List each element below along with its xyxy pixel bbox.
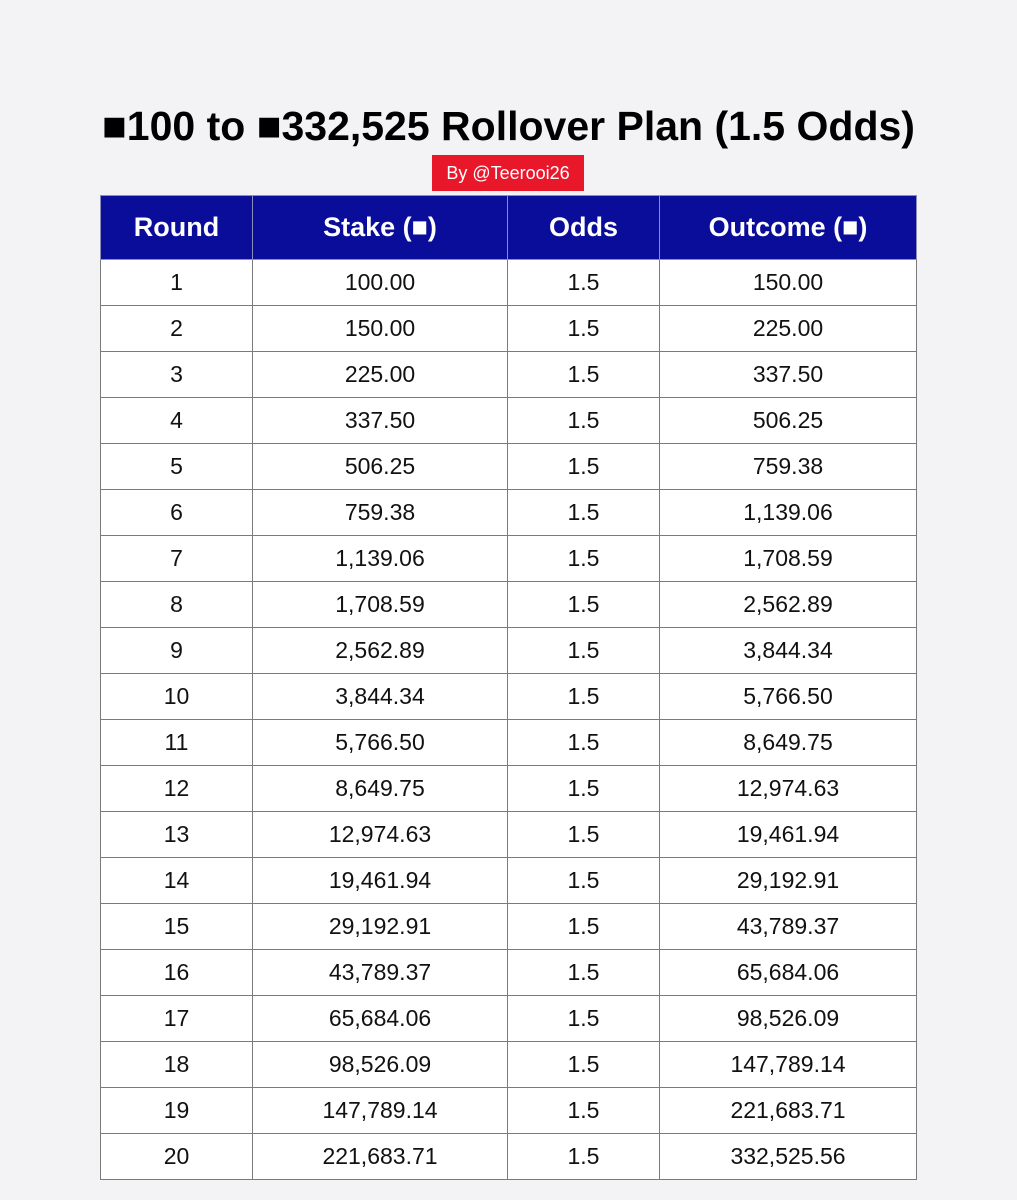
odds-cell: 1.5 xyxy=(508,490,660,536)
round-cell: 10 xyxy=(101,674,253,720)
stake-cell: 8,649.75 xyxy=(253,766,508,812)
table-row xyxy=(101,306,917,352)
outcome-cell: 1,708.59 xyxy=(660,536,917,582)
stake-cell: 225.00 xyxy=(253,352,508,398)
odds-cell: 1.5 xyxy=(508,582,660,628)
outcome-cell: 98,526.09 xyxy=(660,996,917,1042)
outcome-cell: 19,461.94 xyxy=(660,812,917,858)
stake-cell: 221,683.71 xyxy=(253,1134,508,1180)
stake-cell: 1,139.06 xyxy=(253,536,508,582)
outcome-cell: 12,974.63 xyxy=(660,766,917,812)
odds-cell: 1.5 xyxy=(508,444,660,490)
round-cell: 11 xyxy=(101,720,253,766)
header-stake: Stake (■) xyxy=(253,196,508,260)
round-cell: 7 xyxy=(101,536,253,582)
table-row xyxy=(101,260,917,306)
table-row xyxy=(101,1042,917,1088)
table-row xyxy=(101,352,917,398)
outcome-cell: 43,789.37 xyxy=(660,904,917,950)
table-row xyxy=(101,674,917,720)
odds-cell: 1.5 xyxy=(508,398,660,444)
table-header xyxy=(101,196,917,260)
round-cell: 5 xyxy=(101,444,253,490)
odds-cell: 1.5 xyxy=(508,1134,660,1180)
header-odds: Odds xyxy=(508,196,660,260)
odds-cell: 1.5 xyxy=(508,812,660,858)
header-round: Round xyxy=(101,196,253,260)
stake-cell: 98,526.09 xyxy=(253,1042,508,1088)
table-row xyxy=(101,490,917,536)
odds-cell: 1.5 xyxy=(508,904,660,950)
stake-cell: 147,789.14 xyxy=(253,1088,508,1134)
outcome-cell: 8,649.75 xyxy=(660,720,917,766)
round-cell: 3 xyxy=(101,352,253,398)
odds-cell: 1.5 xyxy=(508,1042,660,1088)
stake-cell: 1,708.59 xyxy=(253,582,508,628)
round-cell: 4 xyxy=(101,398,253,444)
header-row xyxy=(101,196,917,260)
outcome-cell: 5,766.50 xyxy=(660,674,917,720)
stake-cell: 2,562.89 xyxy=(253,628,508,674)
odds-cell: 1.5 xyxy=(508,766,660,812)
round-cell: 6 xyxy=(101,490,253,536)
odds-cell: 1.5 xyxy=(508,996,660,1042)
odds-cell: 1.5 xyxy=(508,536,660,582)
outcome-cell: 65,684.06 xyxy=(660,950,917,996)
stake-cell: 43,789.37 xyxy=(253,950,508,996)
table-row xyxy=(101,766,917,812)
outcome-cell: 759.38 xyxy=(660,444,917,490)
odds-cell: 1.5 xyxy=(508,720,660,766)
round-cell: 15 xyxy=(101,904,253,950)
stake-cell: 65,684.06 xyxy=(253,996,508,1042)
table-row xyxy=(101,1134,917,1180)
stake-cell: 29,192.91 xyxy=(253,904,508,950)
outcome-cell: 506.25 xyxy=(660,398,917,444)
round-cell: 13 xyxy=(101,812,253,858)
odds-cell: 1.5 xyxy=(508,950,660,996)
odds-cell: 1.5 xyxy=(508,352,660,398)
table-row xyxy=(101,398,917,444)
odds-cell: 1.5 xyxy=(508,674,660,720)
stake-cell: 150.00 xyxy=(253,306,508,352)
table-row xyxy=(101,858,917,904)
table-body xyxy=(101,260,917,1180)
round-cell: 20 xyxy=(101,1134,253,1180)
stake-cell: 12,974.63 xyxy=(253,812,508,858)
stake-cell: 100.00 xyxy=(253,260,508,306)
table-row xyxy=(101,720,917,766)
round-cell: 8 xyxy=(101,582,253,628)
table-row xyxy=(101,444,917,490)
round-cell: 9 xyxy=(101,628,253,674)
outcome-cell: 1,139.06 xyxy=(660,490,917,536)
outcome-cell: 147,789.14 xyxy=(660,1042,917,1088)
table-row xyxy=(101,536,917,582)
stake-cell: 19,461.94 xyxy=(253,858,508,904)
odds-cell: 1.5 xyxy=(508,858,660,904)
odds-cell: 1.5 xyxy=(508,1088,660,1134)
author-badge: By @Teerooi26 xyxy=(432,155,584,191)
table-row xyxy=(101,904,917,950)
table-row xyxy=(101,628,917,674)
outcome-cell: 225.00 xyxy=(660,306,917,352)
round-cell: 17 xyxy=(101,996,253,1042)
round-cell: 12 xyxy=(101,766,253,812)
round-cell: 14 xyxy=(101,858,253,904)
outcome-cell: 3,844.34 xyxy=(660,628,917,674)
table-row xyxy=(101,1088,917,1134)
odds-cell: 1.5 xyxy=(508,260,660,306)
round-cell: 18 xyxy=(101,1042,253,1088)
table-row xyxy=(101,582,917,628)
outcome-cell: 29,192.91 xyxy=(660,858,917,904)
round-cell: 16 xyxy=(101,950,253,996)
outcome-cell: 2,562.89 xyxy=(660,582,917,628)
stake-cell: 506.25 xyxy=(253,444,508,490)
outcome-cell: 332,525.56 xyxy=(660,1134,917,1180)
table-row xyxy=(101,950,917,996)
stake-cell: 759.38 xyxy=(253,490,508,536)
stake-cell: 5,766.50 xyxy=(253,720,508,766)
odds-cell: 1.5 xyxy=(508,628,660,674)
rollover-table xyxy=(100,195,917,1180)
outcome-cell: 150.00 xyxy=(660,260,917,306)
page-title: ■100 to ■332,525 Rollover Plan (1.5 Odds) xyxy=(102,103,915,149)
round-cell: 1 xyxy=(101,260,253,306)
stake-cell: 337.50 xyxy=(253,398,508,444)
round-cell: 2 xyxy=(101,306,253,352)
table-row xyxy=(101,996,917,1042)
header-outcome: Outcome (■) xyxy=(660,196,917,260)
odds-cell: 1.5 xyxy=(508,306,660,352)
round-cell: 19 xyxy=(101,1088,253,1134)
table-row xyxy=(101,812,917,858)
outcome-cell: 221,683.71 xyxy=(660,1088,917,1134)
stake-cell: 3,844.34 xyxy=(253,674,508,720)
outcome-cell: 337.50 xyxy=(660,352,917,398)
